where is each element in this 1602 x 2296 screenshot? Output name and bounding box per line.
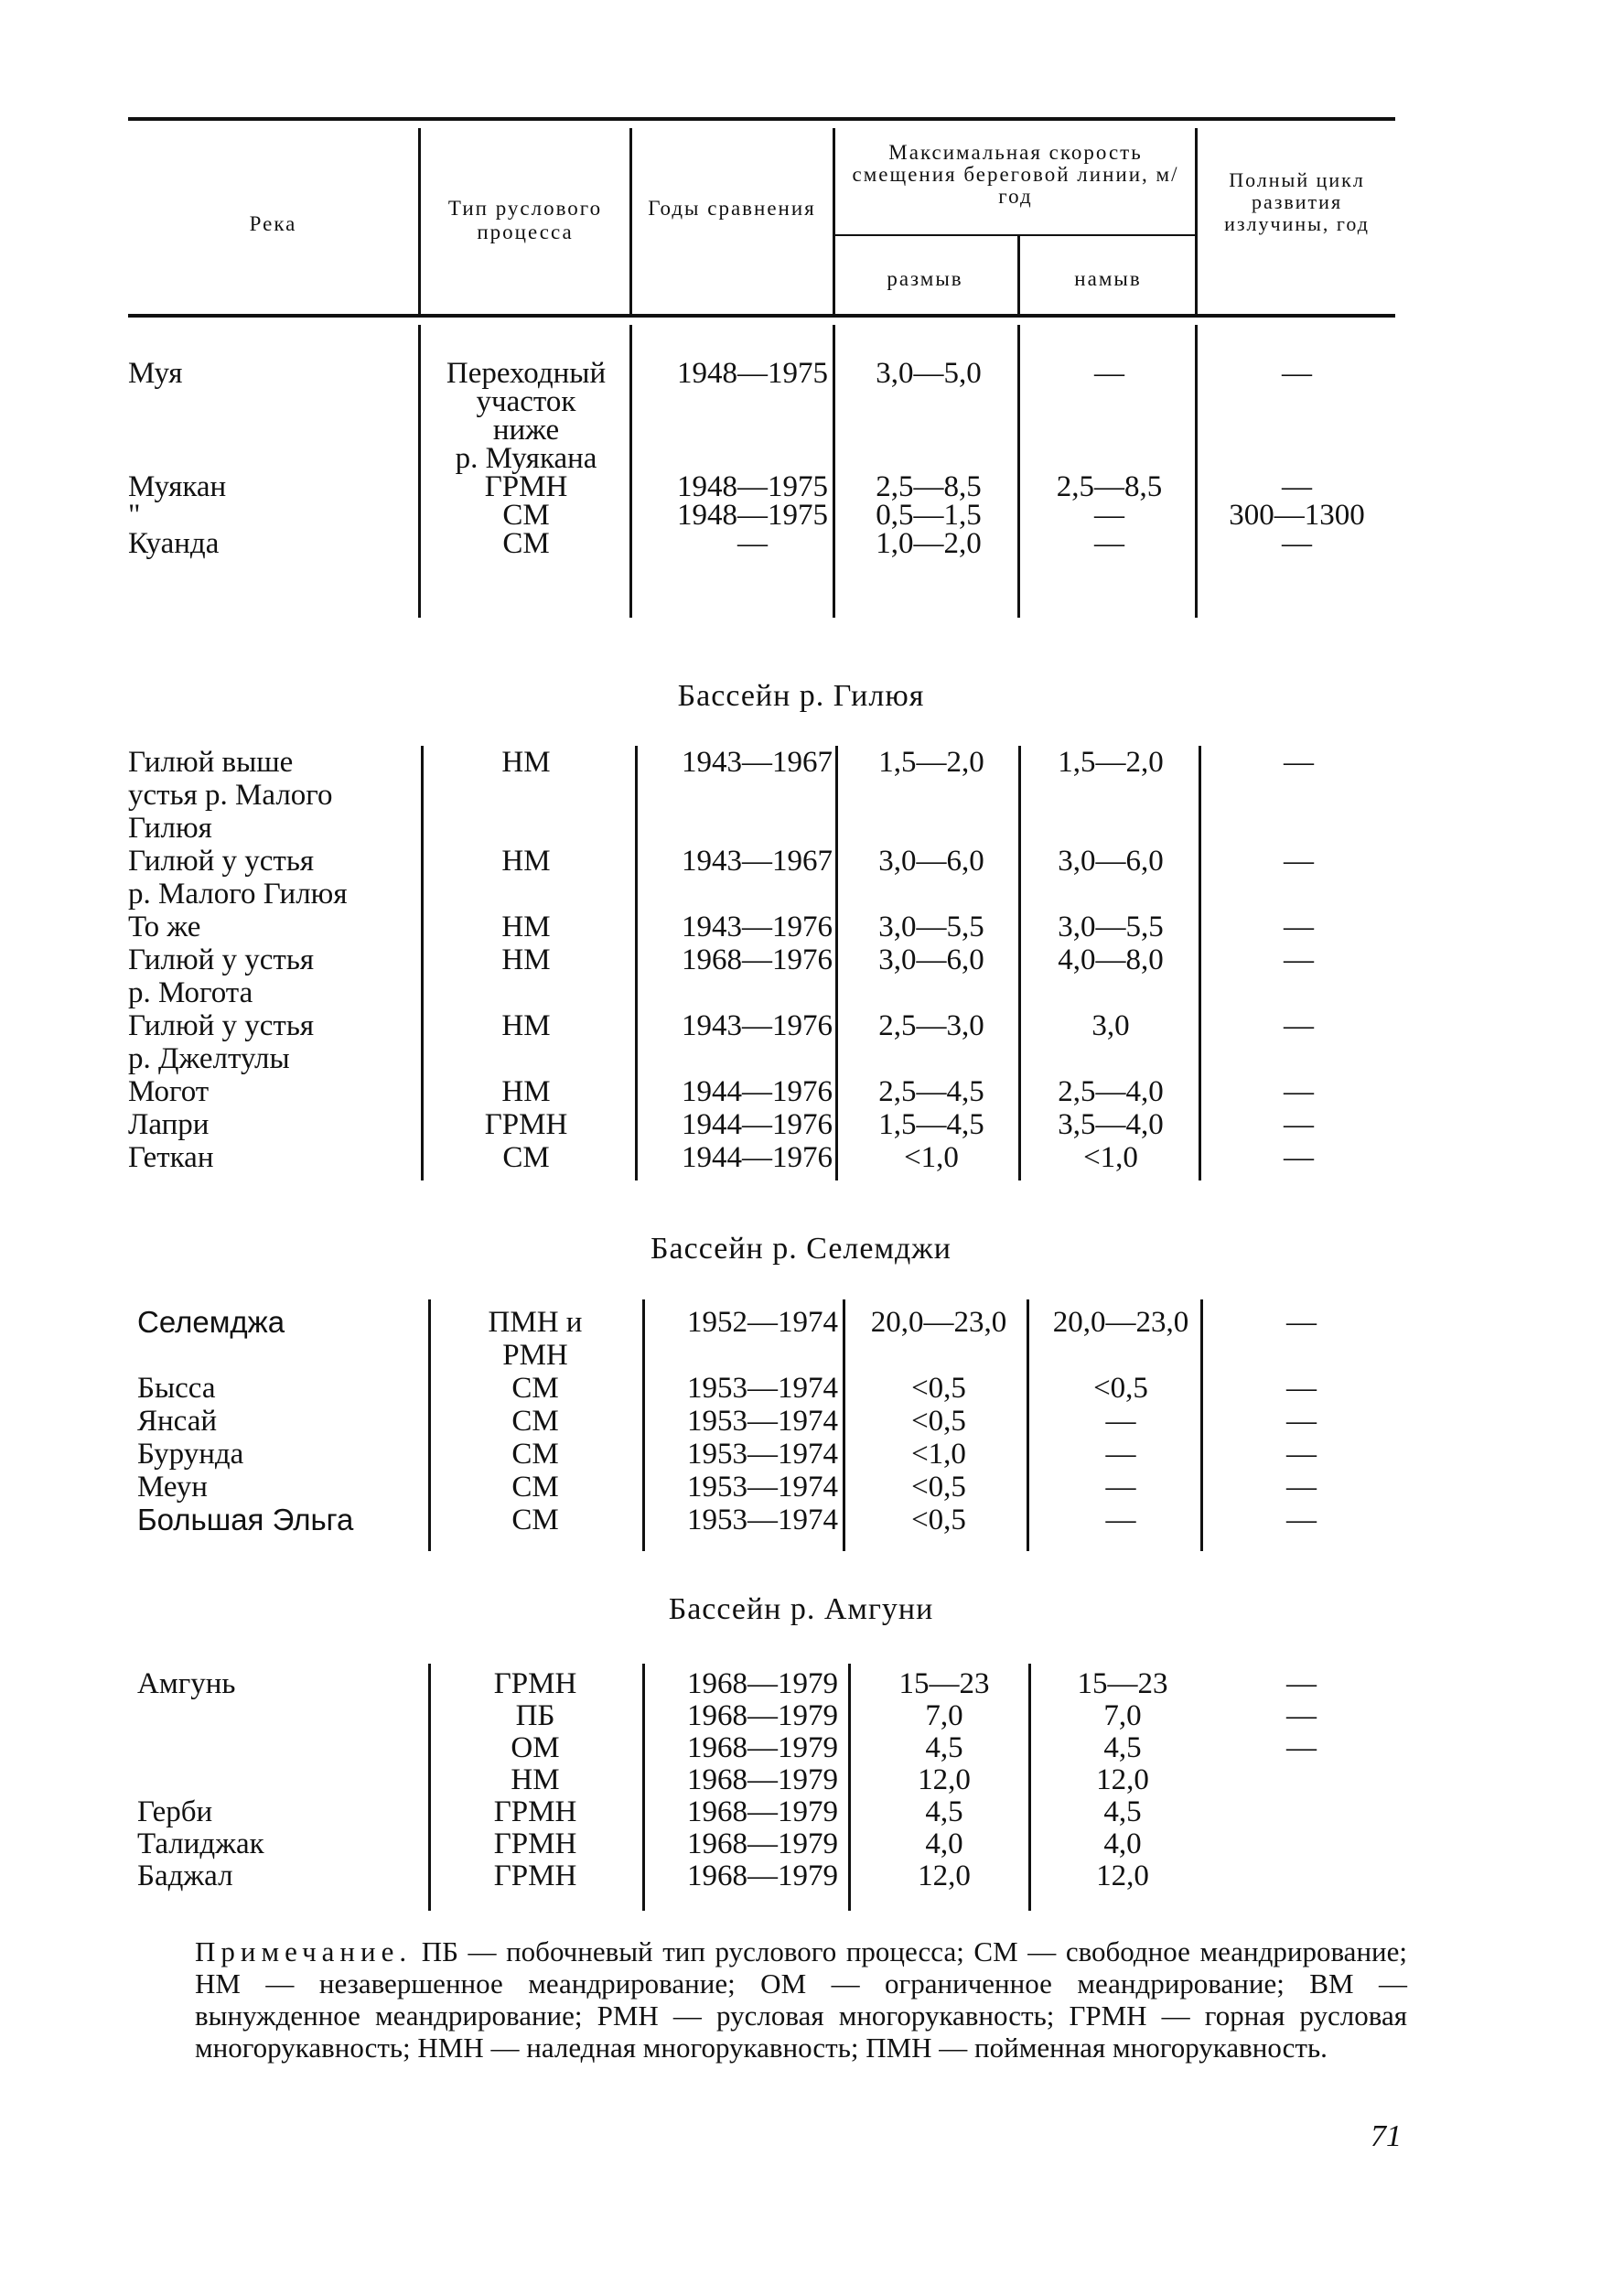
cell-river: Гилюй у устья bbox=[128, 1009, 315, 1042]
cell-process-type: ГРМН bbox=[493, 1795, 577, 1828]
table-row bbox=[128, 911, 1395, 943]
cell-river: Талиджак bbox=[137, 1827, 264, 1860]
cell-deposition: 7,0 bbox=[1103, 1699, 1142, 1732]
cell-years: 1952—1974 bbox=[687, 1306, 838, 1339]
cell-river: Гилюй выше bbox=[128, 746, 294, 779]
cell-erosion: 4,5 bbox=[925, 1731, 963, 1764]
cell-river: Гилюя bbox=[128, 812, 212, 845]
cell-cycle: — bbox=[1284, 1009, 1314, 1042]
table-top-rule bbox=[128, 117, 1395, 121]
cell-cycle: — bbox=[1284, 911, 1314, 943]
table-row bbox=[128, 1438, 1395, 1471]
cell-deposition: 3,0 bbox=[1091, 1009, 1130, 1042]
table-row bbox=[128, 1339, 1395, 1372]
table-row bbox=[128, 527, 1395, 560]
cell-process-type: СМ bbox=[511, 1504, 559, 1536]
cell-deposition: — bbox=[1105, 1471, 1136, 1504]
cell-deposition: 3,5—4,0 bbox=[1058, 1108, 1164, 1141]
cell-cycle: — bbox=[1282, 470, 1312, 503]
cell-cycle: — bbox=[1286, 1306, 1317, 1339]
cell-river: Амгунь bbox=[137, 1667, 236, 1700]
table-row bbox=[128, 1795, 1395, 1828]
cell-river: Янсай bbox=[137, 1405, 218, 1438]
footnote bbox=[195, 1935, 1407, 2064]
cell-years: 1953—1974 bbox=[687, 1504, 838, 1536]
footnote-label: Примечание. bbox=[195, 1935, 413, 1967]
cell-river: Гилюй у устья bbox=[128, 845, 315, 878]
cell-years: 1943—1967 bbox=[682, 746, 833, 779]
table-row bbox=[128, 845, 1395, 878]
table-row bbox=[128, 1859, 1395, 1892]
cell-cycle: — bbox=[1282, 357, 1312, 390]
cell-process-type: СМ bbox=[502, 527, 550, 560]
cell-deposition: 2,5—4,0 bbox=[1058, 1075, 1164, 1108]
basin-title-amgun: Бассейн р. Амгуни bbox=[668, 1592, 934, 1626]
cell-cycle: — bbox=[1284, 845, 1314, 878]
cell-years: 1953—1974 bbox=[687, 1372, 838, 1405]
cell-cycle: — bbox=[1284, 746, 1314, 779]
cell-process-type: СМ bbox=[511, 1405, 559, 1438]
cell-process-type: СМ bbox=[511, 1471, 559, 1504]
cell-years: 1968—1979 bbox=[687, 1667, 838, 1700]
cell-erosion: 12,0 bbox=[918, 1859, 971, 1892]
cell-erosion: <0,5 bbox=[911, 1471, 966, 1504]
cell-process-type: ГРМН bbox=[493, 1859, 577, 1892]
table-row bbox=[128, 812, 1395, 845]
cell-erosion: 1,0—2,0 bbox=[876, 527, 982, 560]
table-row bbox=[128, 1009, 1395, 1042]
table-row bbox=[128, 1827, 1395, 1860]
table-row bbox=[128, 1731, 1395, 1764]
cell-process-type: СМ bbox=[511, 1438, 559, 1471]
cell-deposition: — bbox=[1105, 1504, 1136, 1536]
cell-deposition: 20,0—23,0 bbox=[1052, 1306, 1189, 1339]
cell-river: Герби bbox=[137, 1795, 213, 1828]
cell-process-type: ГРМН bbox=[484, 470, 568, 503]
cell-years: 1944—1976 bbox=[682, 1141, 833, 1174]
cell-cycle: 300—1300 bbox=[1229, 499, 1365, 532]
cell-erosion: 2,5—4,5 bbox=[878, 1075, 984, 1108]
cell-river: Бысса bbox=[137, 1372, 216, 1405]
header-bottom-rule bbox=[128, 314, 1395, 318]
cell-erosion: 20,0—23,0 bbox=[870, 1306, 1007, 1339]
cell-erosion: 3,0—6,0 bbox=[878, 845, 984, 878]
cell-process-type: РМН bbox=[502, 1339, 568, 1372]
cell-cycle: — bbox=[1286, 1372, 1317, 1405]
cell-deposition: — bbox=[1105, 1405, 1136, 1438]
cell-river: Куанда bbox=[128, 527, 220, 560]
table-row bbox=[128, 1372, 1395, 1405]
cell-process-type: ПБ bbox=[515, 1699, 555, 1732]
cell-years: 1968—1979 bbox=[687, 1699, 838, 1732]
cell-years: 1968—1979 bbox=[687, 1763, 838, 1796]
header-speed: Максимальная скорость смещения береговой линии, м/год bbox=[852, 141, 1179, 208]
header-subrule bbox=[834, 234, 1197, 236]
page-number: 71 bbox=[1371, 2119, 1402, 2153]
cell-cycle: — bbox=[1284, 1075, 1314, 1108]
cell-river: р. Джелтулы bbox=[128, 1042, 290, 1075]
cell-cycle: — bbox=[1286, 1471, 1317, 1504]
cell-process-type: СМ bbox=[502, 1141, 550, 1174]
cell-deposition: 3,0—5,5 bbox=[1058, 911, 1164, 943]
cell-deposition: <0,5 bbox=[1093, 1372, 1148, 1405]
cell-process-type: Переходный bbox=[446, 357, 607, 390]
cell-river: Лапри bbox=[128, 1108, 210, 1141]
cell-river: Баджал bbox=[137, 1859, 233, 1892]
cell-erosion: 3,0—6,0 bbox=[878, 943, 984, 976]
cell-years: 1953—1974 bbox=[687, 1438, 838, 1471]
cell-river: Геткан bbox=[128, 1141, 214, 1174]
cell-years: 1953—1974 bbox=[687, 1405, 838, 1438]
basin-title-selemdzha: Бассейн р. Селемджи bbox=[650, 1232, 952, 1266]
table-row bbox=[128, 1075, 1395, 1108]
cell-deposition: 3,0—6,0 bbox=[1058, 845, 1164, 878]
cell-erosion: <1,0 bbox=[904, 1141, 959, 1174]
cell-process-type: ОМ bbox=[511, 1731, 560, 1764]
header-deposition: намыв bbox=[1074, 267, 1142, 290]
cell-process-type: ниже bbox=[492, 414, 560, 447]
table-row bbox=[128, 1042, 1395, 1075]
cell-process-type: СМ bbox=[502, 499, 550, 532]
cell-years: 1968—1976 bbox=[682, 943, 833, 976]
cell-process-type: участок bbox=[476, 385, 576, 418]
cell-deposition: 4,0—8,0 bbox=[1058, 943, 1164, 976]
cell-years: 1943—1976 bbox=[682, 911, 833, 943]
cell-erosion: 7,0 bbox=[925, 1699, 963, 1732]
cell-cycle: — bbox=[1286, 1405, 1317, 1438]
cell-river: Меун bbox=[137, 1471, 208, 1504]
header-divider bbox=[418, 128, 421, 316]
table-row bbox=[128, 746, 1395, 779]
cell-deposition: 2,5—8,5 bbox=[1056, 470, 1163, 503]
cell-river: р. Малого Гилюя bbox=[128, 878, 348, 911]
cell-process-type: СМ bbox=[511, 1372, 559, 1405]
cell-years: — bbox=[737, 527, 768, 560]
cell-cycle: — bbox=[1286, 1504, 1317, 1536]
cell-erosion: <1,0 bbox=[911, 1438, 966, 1471]
cell-river: Муякан bbox=[128, 470, 227, 503]
cell-erosion: 4,0 bbox=[925, 1827, 963, 1860]
cell-years: 1968—1979 bbox=[687, 1731, 838, 1764]
cell-erosion: 12,0 bbox=[918, 1763, 971, 1796]
cell-years: 1948—1975 bbox=[677, 499, 828, 532]
cell-years: 1948—1975 bbox=[677, 357, 828, 390]
cell-deposition: — bbox=[1094, 357, 1124, 390]
cell-river: устья р. Малого bbox=[128, 779, 333, 812]
table-row bbox=[128, 1141, 1395, 1174]
cell-years: 1953—1974 bbox=[687, 1471, 838, 1504]
cell-cycle: — bbox=[1282, 527, 1312, 560]
cell-erosion: 3,0—5,5 bbox=[878, 911, 984, 943]
table-row bbox=[128, 943, 1395, 976]
cell-process-type: НМ bbox=[511, 1763, 560, 1796]
cell-cycle: — bbox=[1286, 1699, 1317, 1732]
cell-process-type: НМ bbox=[501, 911, 551, 943]
header-years: Годы сравнения bbox=[648, 197, 816, 220]
cell-erosion: 1,5—2,0 bbox=[878, 746, 984, 779]
cell-years: 1968—1979 bbox=[687, 1795, 838, 1828]
cell-erosion: <0,5 bbox=[911, 1504, 966, 1536]
cell-river: р. Могота bbox=[128, 976, 253, 1009]
cell-deposition: 12,0 bbox=[1096, 1859, 1149, 1892]
cell-years: 1968—1979 bbox=[687, 1859, 838, 1892]
cell-years: 1943—1976 bbox=[682, 1009, 833, 1042]
cell-erosion: 2,5—3,0 bbox=[878, 1009, 984, 1042]
cell-erosion: 4,5 bbox=[925, 1795, 963, 1828]
cell-deposition: 15—23 bbox=[1077, 1667, 1168, 1700]
cell-erosion: 3,0—5,0 bbox=[876, 357, 982, 390]
cell-river: Муя bbox=[128, 357, 183, 390]
cell-erosion: <0,5 bbox=[911, 1405, 966, 1438]
cell-cycle: — bbox=[1286, 1438, 1317, 1471]
cell-years: 1944—1976 bbox=[682, 1075, 833, 1108]
cell-process-type: ГРМН bbox=[484, 1108, 568, 1141]
cell-process-type: НМ bbox=[501, 1075, 551, 1108]
cell-deposition: <1,0 bbox=[1083, 1141, 1138, 1174]
table-row bbox=[128, 878, 1395, 911]
cell-deposition: 4,0 bbox=[1103, 1827, 1142, 1860]
cell-process-type: НМ bbox=[501, 943, 551, 976]
cell-river: Могот bbox=[128, 1075, 210, 1108]
cell-process-type: ГРМН bbox=[493, 1667, 577, 1700]
cell-years: 1944—1976 bbox=[682, 1108, 833, 1141]
cell-deposition: 4,5 bbox=[1103, 1795, 1142, 1828]
cell-river: То же bbox=[128, 911, 201, 943]
cell-process-type: НМ bbox=[501, 746, 551, 779]
table-row bbox=[128, 1699, 1395, 1732]
cell-deposition: — bbox=[1094, 499, 1124, 532]
cell-years: 1948—1975 bbox=[677, 470, 828, 503]
cell-deposition: — bbox=[1094, 527, 1124, 560]
header-river: Река bbox=[249, 212, 297, 235]
cell-cycle: — bbox=[1286, 1667, 1317, 1700]
cell-river: Бурунда bbox=[137, 1438, 244, 1471]
table-row bbox=[128, 1306, 1395, 1339]
cell-river: Гилюй у устья bbox=[128, 943, 315, 976]
cell-erosion: 15—23 bbox=[898, 1667, 990, 1700]
table-row bbox=[128, 1405, 1395, 1438]
table-row bbox=[128, 1763, 1395, 1796]
footnote-text: ПБ — побочневый тип руслового процесса; СМ — свободное меандрирование; НМ — незавершенное меандрирование; ОМ — ограниченное меандрирование; ВМ — вынужденное меандрирование; РМН — русловая многорукавность; ГРМН — горная русловая многорукавность; НМН — наледная многорукавность; ПМН — пойменная многорукавность. bbox=[195, 1935, 1407, 2064]
table-row bbox=[128, 1667, 1395, 1700]
cell-years: 1968—1979 bbox=[687, 1827, 838, 1860]
cell-river: " bbox=[128, 499, 141, 532]
table-row bbox=[128, 1108, 1395, 1141]
cell-cycle: — bbox=[1284, 1141, 1314, 1174]
cell-erosion: 0,5—1,5 bbox=[876, 499, 982, 532]
header-erosion: размыв bbox=[887, 267, 963, 290]
cell-deposition: 4,5 bbox=[1103, 1731, 1142, 1764]
cell-erosion: <0,5 bbox=[911, 1372, 966, 1405]
cell-deposition: 12,0 bbox=[1096, 1763, 1149, 1796]
header-divider bbox=[629, 128, 632, 316]
cell-years: 1943—1967 bbox=[682, 845, 833, 878]
cell-deposition: 1,5—2,0 bbox=[1058, 746, 1164, 779]
cell-river: Большая Эльга bbox=[137, 1503, 354, 1536]
cell-cycle: — bbox=[1286, 1731, 1317, 1764]
cell-erosion: 1,5—4,5 bbox=[878, 1108, 984, 1141]
cell-erosion: 2,5—8,5 bbox=[876, 470, 982, 503]
cell-process-type: НМ bbox=[501, 845, 551, 878]
cell-process-type: р. Муякана bbox=[455, 442, 597, 475]
header-cycle: Полный цикл развития излучины, год bbox=[1224, 168, 1370, 235]
header-divider bbox=[1195, 128, 1198, 316]
cell-process-type: ГРМН bbox=[493, 1827, 577, 1860]
table-row bbox=[128, 1504, 1395, 1536]
cell-deposition: — bbox=[1105, 1438, 1136, 1471]
table-row bbox=[128, 976, 1395, 1009]
cell-cycle: — bbox=[1284, 1108, 1314, 1141]
cell-cycle: — bbox=[1284, 943, 1314, 976]
header-divider bbox=[1017, 236, 1020, 316]
header-process: Тип руслового процесса bbox=[447, 197, 603, 243]
cell-process-type: НМ bbox=[501, 1009, 551, 1042]
cell-process-type: ПМН и bbox=[488, 1306, 583, 1339]
cell-river: Селемджа bbox=[137, 1305, 285, 1339]
table-row bbox=[128, 779, 1395, 812]
basin-title-gilyuy: Бассейн р. Гилюя bbox=[677, 679, 925, 713]
table-row bbox=[128, 1471, 1395, 1504]
